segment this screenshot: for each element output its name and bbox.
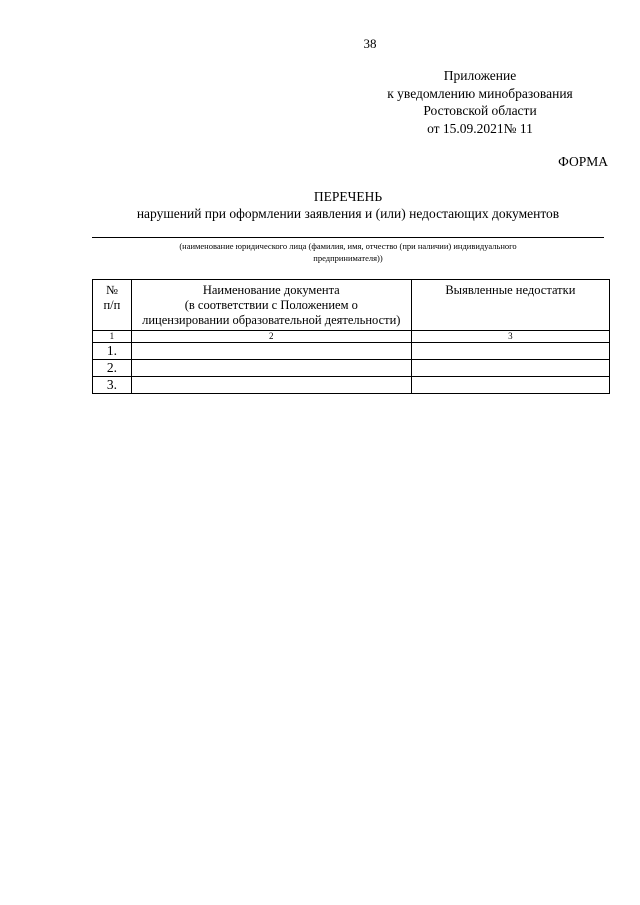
- appendix-block: [360, 67, 600, 137]
- row-document-cell: [131, 377, 411, 394]
- document-subtitle: нарушений при оформлении заявления и (или) недостающих документов: [136, 206, 560, 221]
- row-issues-cell: [411, 343, 609, 360]
- header-num-line: №: [105, 283, 118, 297]
- document-title: ПЕРЕЧЕНЬ: [313, 189, 383, 204]
- row-issues-cell: [411, 377, 609, 394]
- table-header-row: [93, 280, 610, 331]
- column-number: 2: [131, 331, 411, 343]
- entity-caption-line: (наименование юридического лица (фамилия, имя, отчество (при наличии) индивидуального: [179, 241, 517, 251]
- header-num-line: п/п: [103, 298, 121, 312]
- header-document-line: Наименование документа: [202, 283, 340, 297]
- row-index: 2.: [93, 360, 132, 377]
- header-document: [131, 280, 411, 331]
- row-document-cell: [131, 343, 411, 360]
- column-number-row: [93, 331, 610, 343]
- table-row: [93, 360, 610, 377]
- header-issues: Выявленные недостатки: [411, 280, 609, 331]
- row-index: 3.: [93, 377, 132, 394]
- entity-caption: [92, 240, 604, 264]
- table-row: [93, 343, 610, 360]
- page-number: 38: [363, 36, 377, 51]
- form-label: ФОРМА: [558, 154, 608, 169]
- appendix-line: Приложение: [443, 68, 517, 83]
- row-index: 1.: [93, 343, 132, 360]
- appendix-line: Ростовской области: [423, 103, 537, 118]
- header-document-line: лицензировании образовательной деятельности): [142, 313, 401, 327]
- row-document-cell: [131, 360, 411, 377]
- violations-table: [92, 279, 610, 394]
- appendix-date: от 15.09.2021№ 11: [427, 120, 533, 136]
- entity-name-line: [92, 237, 604, 238]
- title-block: [92, 188, 604, 222]
- table-row: [93, 377, 610, 394]
- header-num: [93, 280, 132, 331]
- header-document-line: (в соответствии с Положением о: [184, 298, 358, 312]
- row-issues-cell: [411, 360, 609, 377]
- column-number: 1: [93, 331, 132, 343]
- appendix-line: к уведомлению минобразования: [387, 85, 573, 101]
- column-number: 3: [411, 331, 609, 343]
- entity-caption-line: предпринимателя)): [313, 253, 383, 263]
